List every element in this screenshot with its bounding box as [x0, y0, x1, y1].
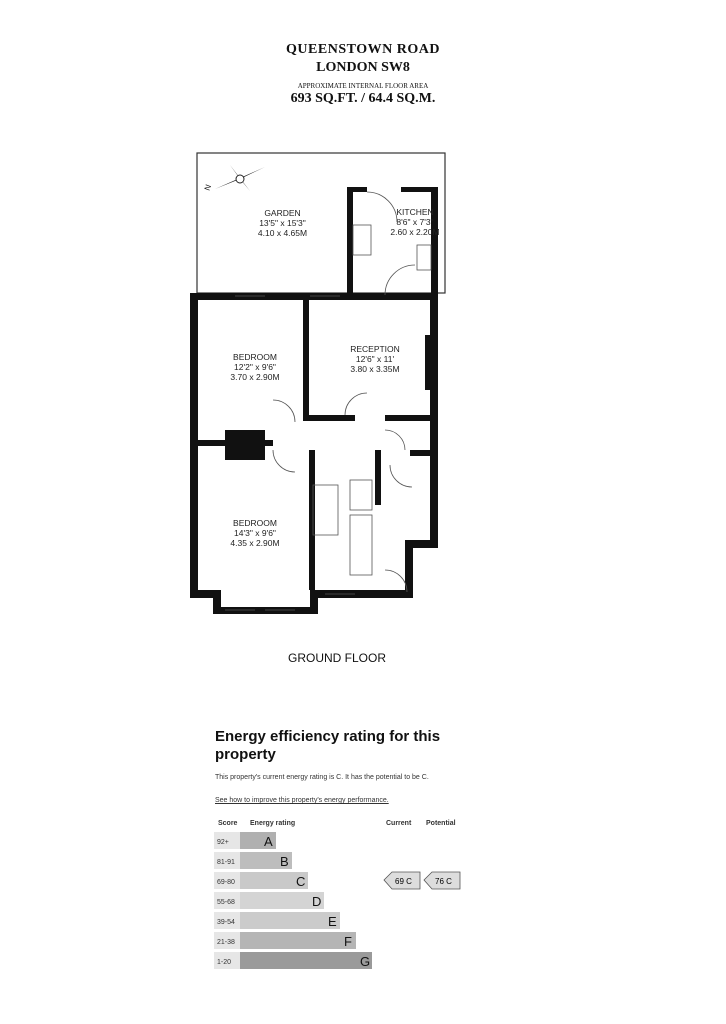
energy-rating-chart	[214, 818, 464, 974]
address-line-2: LONDON SW8	[316, 60, 410, 75]
rating-header: Energy rating	[250, 820, 296, 827]
band-score-label: 55-68	[217, 899, 235, 906]
wall-left	[190, 293, 198, 598]
band-c	[214, 872, 308, 889]
band-letter: C	[296, 874, 306, 889]
potential-rating-marker	[424, 872, 460, 889]
band-score-label: 21-38	[217, 939, 235, 946]
floor-plan	[185, 145, 455, 625]
band-bar	[240, 952, 372, 969]
current-header: Current	[386, 820, 412, 827]
stairs	[225, 430, 265, 460]
band-e	[214, 912, 340, 929]
band-g	[214, 952, 372, 969]
band-f	[214, 932, 356, 949]
band-letter: E	[328, 914, 337, 929]
band-letter: B	[280, 854, 289, 869]
band-score-label: 69-80	[217, 879, 235, 886]
floor-area-value: 693 SQ.FT. / 64.4 SQ.M.	[290, 91, 436, 106]
room-reception: RECEPTION 12'6" x 11' 3.80 x 3.35M	[350, 344, 400, 374]
compass-icon	[210, 157, 270, 197]
band-b	[214, 852, 292, 869]
score-header: Score	[218, 820, 238, 827]
energy-improve-link[interactable]: See how to improve this property's energy performance.	[215, 797, 389, 804]
band-bar	[240, 912, 340, 929]
band-letter: G	[360, 954, 371, 969]
potential-header: Potential	[426, 820, 456, 827]
floor-area-label: APPROXIMATE INTERNAL FLOOR AREA	[297, 82, 429, 90]
band-score-label: 81-91	[217, 859, 235, 866]
energy-summary: This property's current energy rating is C. It has the potential to be C.	[215, 774, 429, 781]
band-letter: D	[312, 894, 322, 909]
room-bedroom-1: BEDROOM 12'2" x 9'6" 3.70 x 2.90M	[230, 352, 280, 382]
fireplace	[425, 335, 433, 390]
current-rating-marker	[384, 872, 420, 889]
rating-bands	[214, 830, 464, 974]
current-rating-marker-label: 69 C	[395, 877, 412, 886]
room-garden: GARDEN 13'5" x 15'3" 4.10 x 4.65M	[257, 208, 308, 238]
band-score-label: 1-20	[217, 959, 232, 966]
room-bedroom-2: BEDROOM 14'3" x 9'6" 4.35 x 2.90M	[230, 518, 280, 548]
band-letter: F	[344, 934, 352, 949]
band-a	[214, 832, 276, 849]
band-letter: A	[264, 834, 273, 849]
compass-north-label: N	[202, 183, 214, 192]
band-score-label: 92+	[217, 839, 229, 846]
room-kitchen: KITCHEN 8'6" x 7'3" 2.60 x 2.20M	[390, 207, 440, 237]
energy-title: Energy efficiency rating for this property	[215, 728, 441, 763]
band-score-label: 39-54	[217, 919, 235, 926]
band-d	[214, 892, 324, 909]
floor-label: GROUND FLOOR	[288, 651, 387, 665]
address-line-1: QUEENSTOWN ROAD	[286, 42, 440, 57]
band-bar	[240, 932, 356, 949]
potential-rating-marker-label: 76 C	[435, 877, 452, 886]
